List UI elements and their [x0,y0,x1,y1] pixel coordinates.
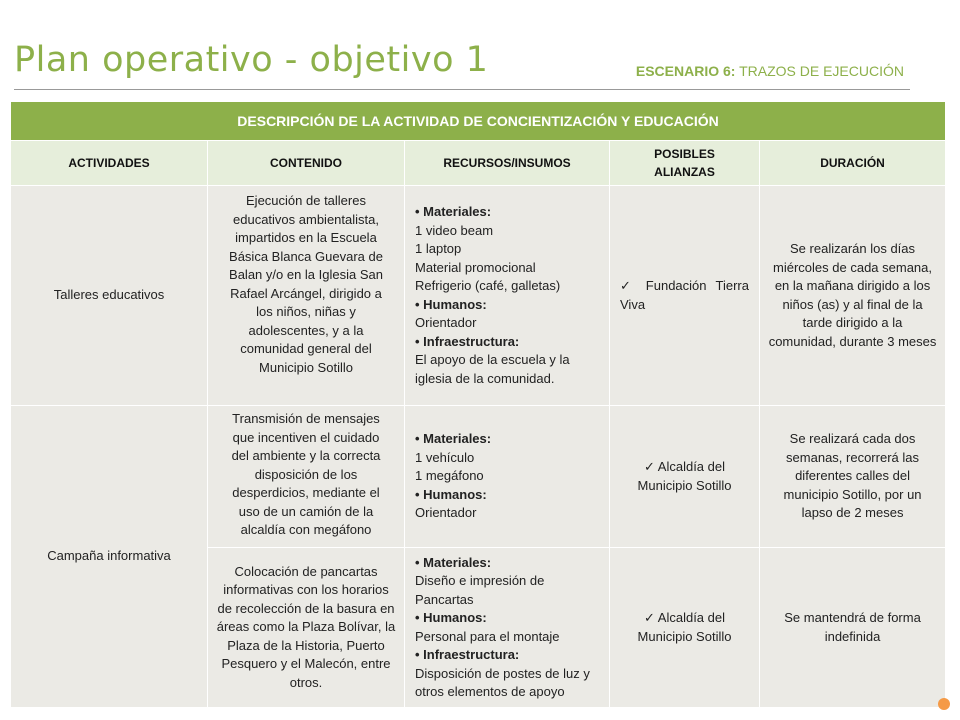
resource-item: Orientador [415,505,477,521]
content-cell: Ejecución de talleres educativos ambientalista, impartidos en la Escuela Básica Blanca Guevara de Balan y/o en la Iglesia San Rafael Arcángel, dirigido a los niños, niñas y adolescentes, y a la comunidad general del Municipio Sotillo [208,186,405,406]
column-header-row [11,141,946,186]
slide-dot-decoration [938,698,950,710]
resource-item: 1 video beam [415,222,494,238]
resource-item: 1 vehículo [415,449,475,465]
resource-item: Orientador [415,315,477,330]
resources-cell [405,406,610,548]
resources-cell [405,186,610,406]
resource-item: 1 laptop [415,241,462,256]
resources-list [405,430,609,523]
duration-cell: Se realizará cada dos semanas, recorrerá las diferentes calles del municipio Sotillo, por un lapso de 2 meses [760,406,946,548]
table-row [11,186,946,406]
resource-item: Diseño e impresión de Pancartas [415,573,545,607]
duration-cell: Se realizarán los días miércoles de cada semana, en la mañana dirigido a los niños (as) y al final de la tarde dirigido a la comunidad, durante 3 meses [760,186,946,406]
duration-cell: Se mantendrá de forma indefinida [760,548,946,708]
materials-label: • Materiales: [415,203,601,222]
activity-cell: Talleres educativos [11,186,208,406]
resources-cell [405,548,610,708]
human-label: • Humanos: [415,609,601,628]
resource-item: Material promocional [415,259,536,275]
alliance-cell [610,186,760,406]
alliance-item: ✓ Fundación Tierra Viva [620,277,749,314]
title-divider [14,89,910,90]
materials-label: • Materiales: [415,430,601,449]
infra-label: • Infraestructura: [415,646,601,665]
resource-item: 1 megáfono [415,468,484,484]
table-row [11,406,946,548]
resource-item: Disposición de postes de luz y otros elementos de apoyo [415,665,590,699]
alliance-cell [610,548,760,708]
content-cell: Colocación de pancartas informativas con los horarios de recolección de la basura en áreas como la Plaza Bolívar, la Plaza de la Historia, Puerto Pesquero y el Malecón, entre otros. [208,548,405,708]
resources-list [405,203,609,388]
scenario-label [636,63,904,79]
column-header-alliances: POSIBLES ALIANZAS [610,141,760,186]
scenario-number: ESCENARIO 6: [635,63,736,79]
plan-table [10,101,946,708]
activity-cell: Campaña informativa [11,406,208,708]
column-header-duration: DURACIÓN [760,141,946,186]
page-title: Plan operativo - objetivo 1 [14,40,489,80]
alliance-item: ✓ Alcaldía del Municipio Sotillo [638,610,732,644]
table-main-header: DESCRIPCIÓN DE LA ACTIVIDAD DE CONCIENTIZACIÓN Y EDUCACIÓN [11,102,946,141]
resource-item: Refrigerio (café, galletas) [415,278,561,293]
materials-label: • Materiales: [415,554,601,573]
resource-item: Personal para el montaje [415,628,560,644]
column-header-content: CONTENIDO [208,141,405,186]
resource-item: El apoyo de la escuela y la iglesia de la comunidad. [415,352,570,386]
scenario-text: TRAZOS DE EJECUCIÓN [735,63,904,79]
infra-label: • Infraestructura: [415,333,601,352]
human-label: • Humanos: [415,296,601,315]
alliance-cell [610,406,760,548]
column-header-activities: ACTIVIDADES [11,141,208,186]
column-header-resources: RECURSOS/INSUMOS [405,141,610,186]
alliance-item: ✓ Alcaldía del Municipio Sotillo [638,459,732,493]
human-label: • Humanos: [415,486,601,505]
resources-list [405,554,609,702]
content-cell: Transmisión de mensajes que incentiven el cuidado del ambiente y la correcta disposición de los desperdicios, mediante el uso de un camión de la alcaldía con megáfono [208,406,405,548]
